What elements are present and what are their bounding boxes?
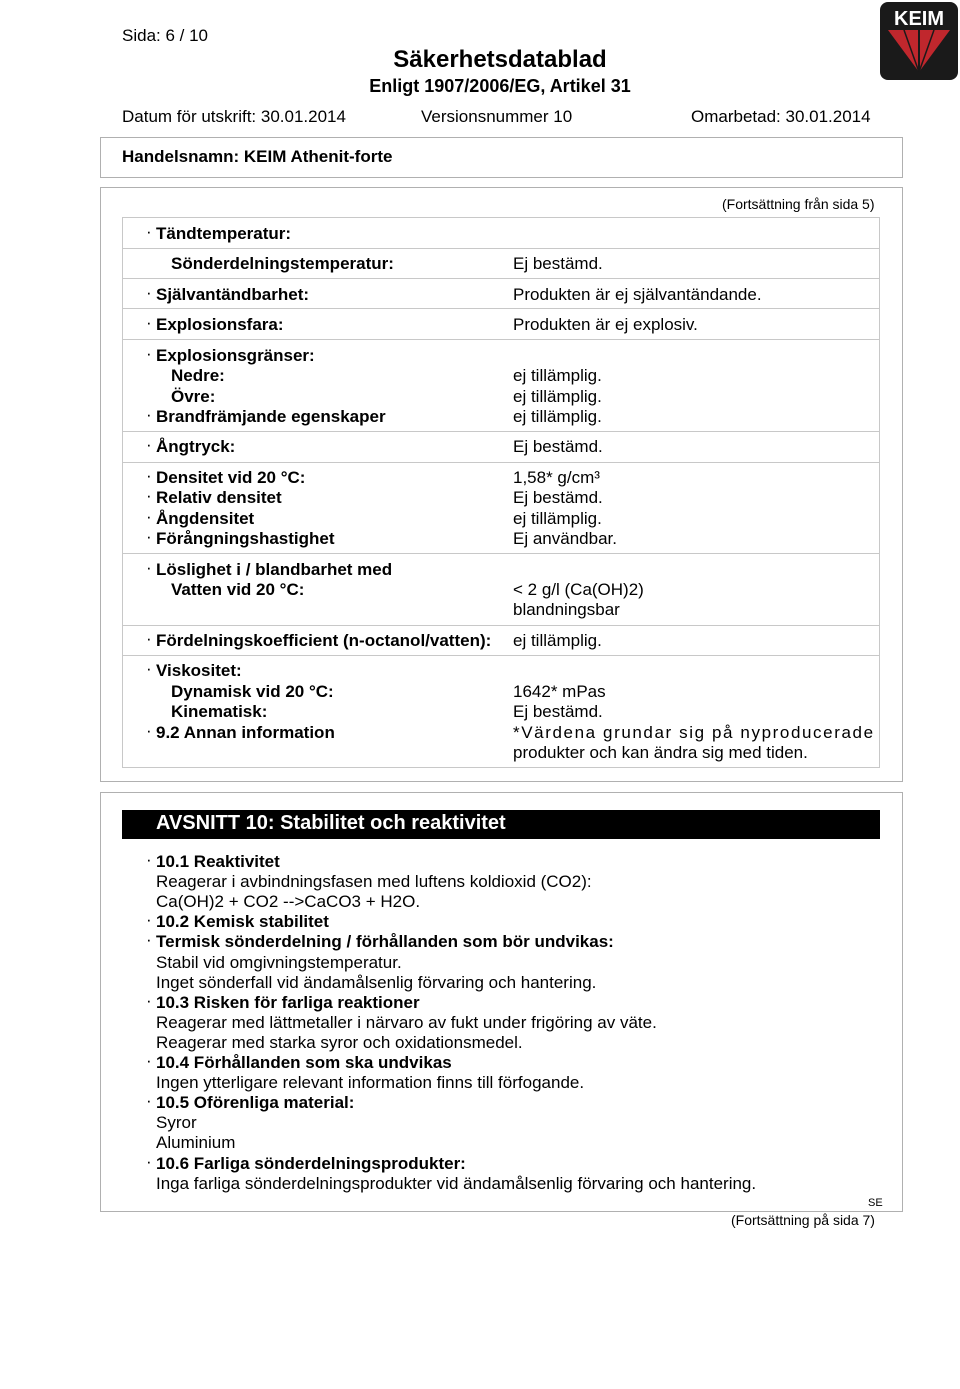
property-label: Explosionsfara: [156,315,284,334]
section10-line-text: Stabil vid omgivningstemperatur. [156,952,402,972]
property-value: ej tillämplig. [513,631,602,650]
property-value: Produkten är ej explosiv. [513,315,698,334]
property-value: 1642* mPas [513,682,606,701]
property-value: blandningsbar [513,600,620,619]
property-label: Självantändbarhet: [156,285,310,304]
property-row: · Explosionsgränser: [146,344,315,365]
section10-line-text: Reagerar med starka syror och oxidationsmedel. [156,1032,523,1052]
section10-line-text: 10.3 Risken för farliga reaktioner [156,992,420,1012]
version-number: Versionsnummer 10 [421,107,573,126]
keim-logo [878,0,960,82]
property-value: ej tillämplig. [513,407,602,426]
property-row [146,682,880,702]
property-label: Sönderdelningstemperatur: [171,254,394,273]
logo-text: KEIM [894,8,944,30]
row-divider [122,431,880,432]
property-row: · Ångdensitet ej tillämplig. [146,507,602,528]
section10-line-text: Aluminium [156,1133,236,1153]
property-value: Ej bestämd. [513,488,603,507]
property-row: · Brandfrämjande egenskaper ej tillämplig. [146,405,602,426]
property-row: · Explosionsfara: Produkten är ej explosiv. [146,313,698,334]
continued-on-note: (Fortsättning på sida 7) [731,1212,875,1228]
section10-line-text: Reagerar med lättmetaller i närvaro av fukt under frigöring av väte. [156,1012,657,1032]
row-divider [122,248,880,249]
row-divider [122,553,880,554]
property-value: produkter och kan ändra sig med tiden. [513,743,808,762]
property-row [146,580,880,600]
property-row: · Densitet vid 20 °C: 1,58* g/cm³ [146,466,600,487]
row-divider [122,625,880,626]
document-title: Säkerhetsdatablad [393,46,607,73]
property-value: Produkten är ej självantändande. [513,285,762,304]
property-label: Löslighet i / blandbarhet med [156,560,393,579]
property-value: Ej användbar. [513,529,617,548]
trade-name: Handelsnamn: KEIM Athenit-forte [122,147,393,166]
row-divider [122,462,880,463]
property-value: Ej bestämd. [513,702,603,721]
property-label: Vatten vid 20 °C: [171,580,305,599]
section10-line-text: Termisk sönderdelning / förhållanden som bör undvikas: [156,932,614,952]
property-label: Övre: [171,387,216,406]
property-row [146,387,880,407]
property-label: Förångningshastighet [156,529,335,548]
property-row: · 9.2 Annan information *Värdena grundar sig på nyproducerade [146,721,875,742]
print-date: Datum för utskrift: 30.01.2014 [122,107,346,126]
property-value: ej tillämplig. [513,387,602,406]
property-row [146,702,880,722]
property-label: Brandfrämjande egenskaper [156,407,386,426]
property-row [146,366,880,386]
property-value: 1,58* g/cm³ [513,468,600,487]
country-code: SE [868,1197,883,1209]
property-row: · Förångningshastighet Ej användbar. [146,527,617,548]
row-divider [122,339,880,340]
property-row: · Ångtryck: Ej bestämd. [146,435,603,456]
section10-line-text: Ca(OH)2 + CO2 -->CaCO3 + H2O. [156,892,421,912]
property-label: Relativ densitet [156,488,282,507]
property-row: · Löslighet i / blandbarhet med [146,558,393,579]
section10-line-text: 10.1 Reaktivitet [156,852,280,871]
property-label: Dynamisk vid 20 °C: [171,682,334,701]
property-row: · Viskositet: [146,659,242,680]
property-label: Densitet vid 20 °C: [156,468,306,487]
section10-line-text: Reagerar i avbindningsfasen med luftens koldioxid (CO2): [156,872,592,892]
property-label: Fördelningskoefficient (n-octanol/vatten): [156,631,492,650]
section10-line-text: 10.6 Farliga sönderdelningsprodukter: [156,1153,466,1173]
property-row: · Relativ densitet Ej bestämd. [146,486,603,507]
property-label: Viskositet: [156,661,242,680]
property-row: · Fördelningskoefficient (n-octanol/vatten): ej tillämplig. [146,629,602,650]
section10-title: AVSNITT 10: Stabilitet och reaktivitet [156,812,506,834]
property-value: Ej bestämd. [513,437,603,456]
property-value: ej tillämplig. [513,366,602,385]
property-label: Ångdensitet [156,509,255,528]
row-divider [122,308,880,309]
continued-from-note: (Fortsättning från sida 5) [722,196,875,212]
section10-line-text: Ingen ytterligare relevant information finns till förfogande. [156,1073,585,1093]
document-subtitle: Enligt 1907/2006/EG, Artikel 31 [369,76,631,96]
row-divider [122,655,880,656]
property-row: · Tändtemperatur: [146,222,292,243]
section10-line-text: 10.4 Förhållanden som ska undvikas [156,1053,452,1072]
property-value: *Värdena grundar sig på nyproducerade [513,723,875,742]
property-row: · Självantändbarhet: Produkten är ej självantändande. [146,283,762,304]
section10-line-text: Inga farliga sönderdelningsprodukter vid ändamålsenlig förvaring och hantering. [156,1173,757,1193]
section10-line-text: Inget sönderfall vid ändamålsenlig förvaring och hantering. [156,972,597,992]
property-row [146,743,880,763]
page-number: Sida: 6 / 10 [122,26,209,45]
property-label: Tändtemperatur: [156,224,292,243]
property-label: Explosionsgränser: [156,346,315,365]
property-label: Nedre: [171,366,225,385]
property-row [146,254,880,274]
property-value: < 2 g/l (Ca(OH)2) [513,580,644,599]
section10-line-text: Syror [156,1113,197,1133]
revised-date: Omarbetad: 30.01.2014 [691,107,871,126]
property-value: Ej bestämd. [513,254,603,273]
property-label: Ångtryck: [156,437,236,456]
section10-line-text: 10.2 Kemisk stabilitet [156,912,329,932]
row-divider [122,278,880,279]
property-label: 9.2 Annan information [156,723,335,742]
property-value: ej tillämplig. [513,509,602,528]
section10-heading [122,810,880,839]
property-label: Kinematisk: [171,702,268,721]
section10-line-text: 10.5 Oförenliga material: [156,1093,355,1113]
property-row [146,600,880,620]
